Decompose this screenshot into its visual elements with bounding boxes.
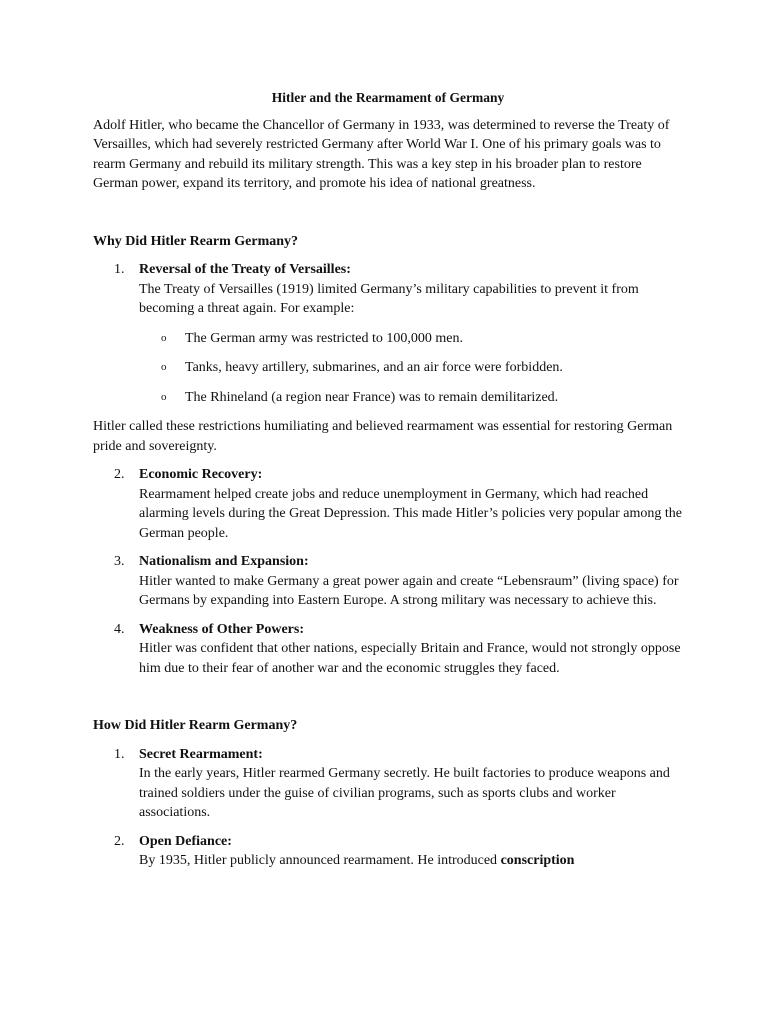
item-title: Weakness of Other Powers:	[139, 621, 304, 637]
list-item	[93, 552, 683, 611]
hollow-bullet-icon: o	[161, 361, 167, 373]
item-body: Hitler was confident that other nations, especially Britain and France, would not strongly oppose him due to their fear of another war and the economic struggles they faced.	[139, 641, 681, 676]
why-list-continued	[93, 465, 683, 678]
item-title: Economic Recovery:	[139, 467, 263, 482]
list-item	[93, 620, 683, 679]
section-heading-why: Why Did Hitler Rearm Germany?	[93, 233, 299, 249]
item-body: Rearmament helped create jobs and reduce unemployment in Germany, which had reached alarming levels during the Great Depression. This made Hitler’s policies very popular among the German people.	[139, 486, 683, 541]
list-number: 4.	[114, 621, 125, 637]
section-heading-how: How Did Hitler Rearm Germany?	[93, 718, 298, 733]
item-title: Nationalism and Expansion:	[139, 554, 309, 569]
list-number: 1.	[114, 262, 125, 277]
sub-item-text: The German army was restricted to 100,000 men.	[185, 330, 463, 346]
item-title: Open Defiance:	[139, 833, 232, 849]
list-number: 2.	[114, 467, 125, 482]
item-body: The Treaty of Versailles (1919) limited Germany’s military capabilities to prevent it from becoming a threat again. For example:	[139, 281, 639, 316]
sub-list	[139, 329, 683, 408]
item-body-bold: conscription	[500, 853, 575, 868]
intro-paragraph: Adolf Hitler, who became the Chancellor of Germany in 1933, was determined to reverse the Treaty of Versailles, which had severely restricted Germany after World War I. One of his primary goals was to rearm Germany and rebuild its military strength. This was a key step in his broader plan to restore German power, expand its territory, and promote his idea of national greatness.	[93, 117, 670, 191]
list-number: 3.	[114, 554, 125, 569]
restrictions-paragraph: Hitler called these restrictions humiliating and believed rearmament was essential for restoring German pride and sovereignty.	[93, 419, 673, 454]
hollow-bullet-icon: o	[161, 331, 167, 344]
sub-item-text: Tanks, heavy artillery, submarines, and an air force were forbidden.	[185, 360, 563, 375]
item-title: Secret Rearmament:	[139, 746, 263, 762]
item-title: Reversal of the Treaty of Versailles:	[139, 262, 351, 277]
item-body: By 1935, Hitler publicly announced rearmament. He introduced	[139, 853, 498, 868]
sub-list-item	[139, 329, 683, 349]
document-page	[93, 88, 683, 880]
document-title: Hitler and the Rearmament of Germany	[271, 90, 505, 105]
hollow-bullet-icon: o	[161, 390, 167, 403]
list-number: 1.	[114, 746, 125, 762]
sub-list-item	[139, 358, 683, 378]
why-list	[93, 260, 683, 407]
list-item	[93, 260, 683, 407]
sub-item-text: The Rhineland (a region near France) was to remain demilitarized.	[185, 389, 559, 405]
sub-list-item	[139, 388, 683, 408]
list-item	[93, 465, 683, 543]
list-number: 2.	[114, 833, 125, 849]
how-list	[93, 745, 683, 871]
item-body: Hitler wanted to make Germany a great power again and create “Lebensraum” (living space) for Germans by expanding into Eastern Europe. A strong military was necessary to achieve this.	[139, 573, 679, 608]
list-item	[93, 832, 683, 871]
item-body: In the early years, Hitler rearmed Germany secretly. He built factories to produce weapons and trained soldiers under the guise of civilian programs, such as sports clubs and worker associations.	[139, 766, 670, 820]
list-item	[93, 745, 683, 823]
